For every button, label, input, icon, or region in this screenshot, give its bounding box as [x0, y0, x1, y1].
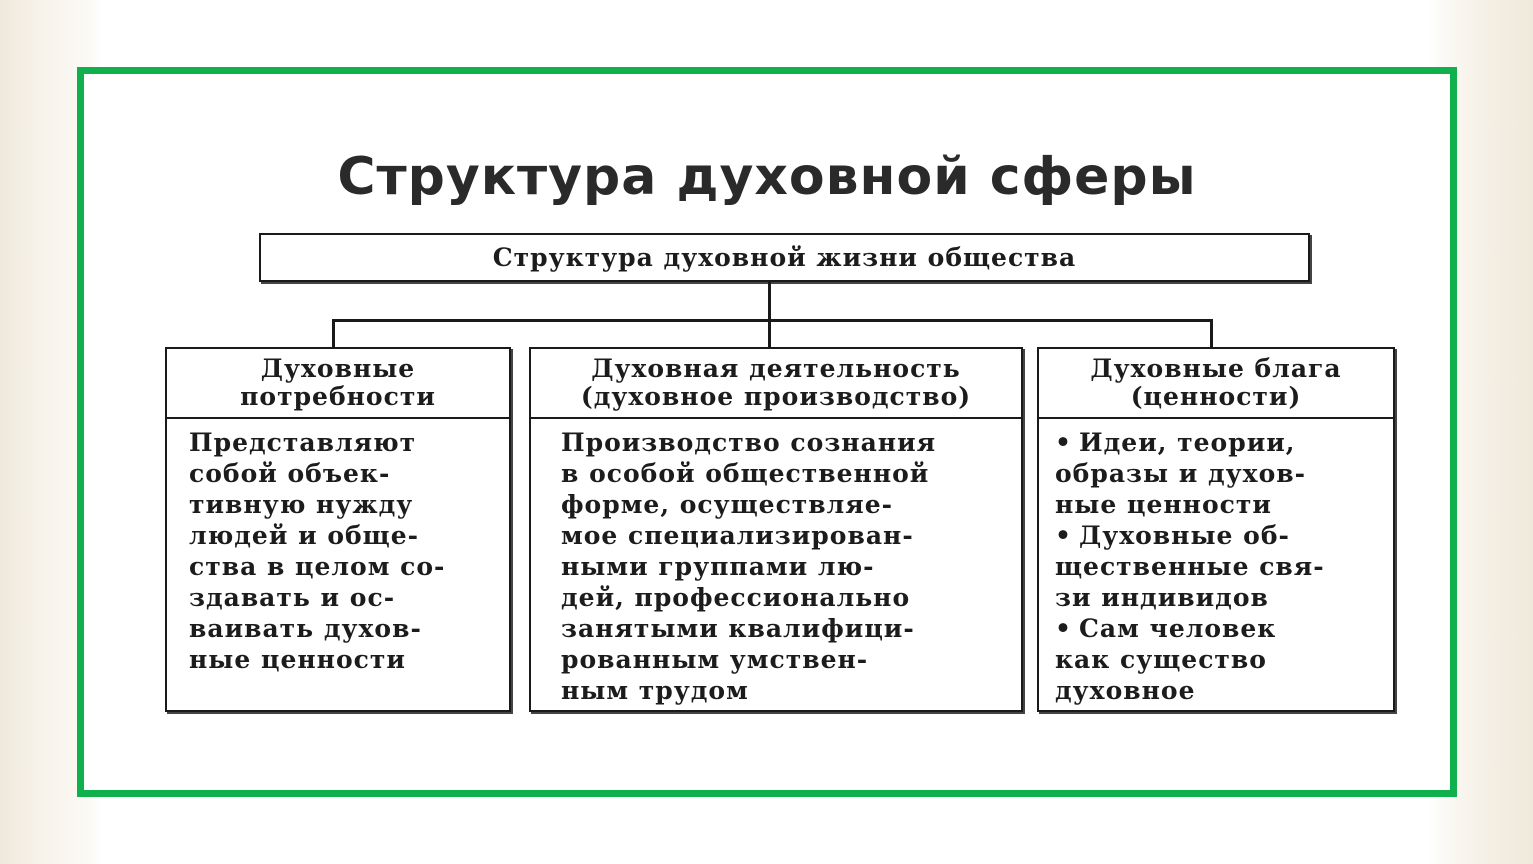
column-heading-line: (духовное производство)	[580, 382, 972, 411]
body-line: духовное	[1055, 676, 1196, 705]
column-heading-line: Духовные блага	[1090, 354, 1342, 383]
body-line: зи индивидов	[1055, 583, 1269, 612]
body-line: Представляют	[189, 428, 417, 457]
values-list	[1055, 427, 1387, 706]
column-heading-line: потребности	[240, 382, 436, 411]
list-item	[1055, 613, 1387, 706]
body-line: Духовные об-	[1079, 521, 1290, 550]
body-line: ные ценности	[189, 645, 406, 674]
body-line: Производство сознания	[561, 428, 937, 457]
body-line: людей и обще-	[189, 521, 420, 550]
body-line: мое специализирован-	[561, 521, 914, 550]
bullet-icon: •	[1055, 521, 1072, 550]
body-line: тивную нужду	[189, 490, 414, 519]
body-line: ным трудом	[561, 676, 749, 705]
body-line: Идеи, теории,	[1079, 428, 1296, 457]
column-body-needs	[165, 417, 511, 712]
body-line: образы и духов-	[1055, 459, 1306, 488]
body-line: собой объек-	[189, 459, 391, 488]
column-heading-values	[1037, 347, 1395, 419]
body-line: ства в целом со-	[189, 552, 446, 581]
body-line: форме, осуществляе-	[561, 490, 894, 519]
column-heading-line: Духовная деятельность	[591, 354, 961, 383]
body-line: занятыми квалифици-	[561, 614, 915, 643]
list-item	[1055, 427, 1387, 520]
body-line: Сам человек	[1079, 614, 1277, 643]
root-box: Структура духовной жизни общества	[259, 233, 1310, 282]
connector-horizontal	[332, 319, 1213, 322]
column-heading-needs	[165, 347, 511, 419]
body-line: здавать и ос-	[189, 583, 396, 612]
column-heading-line: (ценности)	[1130, 382, 1302, 411]
bullet-icon: •	[1055, 428, 1072, 457]
body-line: ными группами лю-	[561, 552, 875, 581]
column-body-values	[1037, 417, 1395, 712]
body-line: в особой общественной	[561, 459, 930, 488]
body-line: рованным умствен-	[561, 645, 869, 674]
list-item	[1055, 520, 1387, 613]
column-body-activity	[529, 417, 1023, 712]
body-line: ваивать духов-	[189, 614, 422, 643]
body-line: как существо	[1055, 645, 1267, 674]
body-line: ные ценности	[1055, 490, 1272, 519]
column-heading-line: Духовные	[260, 354, 416, 383]
bullet-icon: •	[1055, 614, 1072, 643]
slide-title: Структура духовной сферы	[337, 147, 1197, 207]
column-heading-activity	[529, 347, 1023, 419]
body-line: дей, профессионально	[561, 583, 911, 612]
slide-frame	[77, 67, 1457, 797]
body-line: щественные свя-	[1055, 552, 1325, 581]
